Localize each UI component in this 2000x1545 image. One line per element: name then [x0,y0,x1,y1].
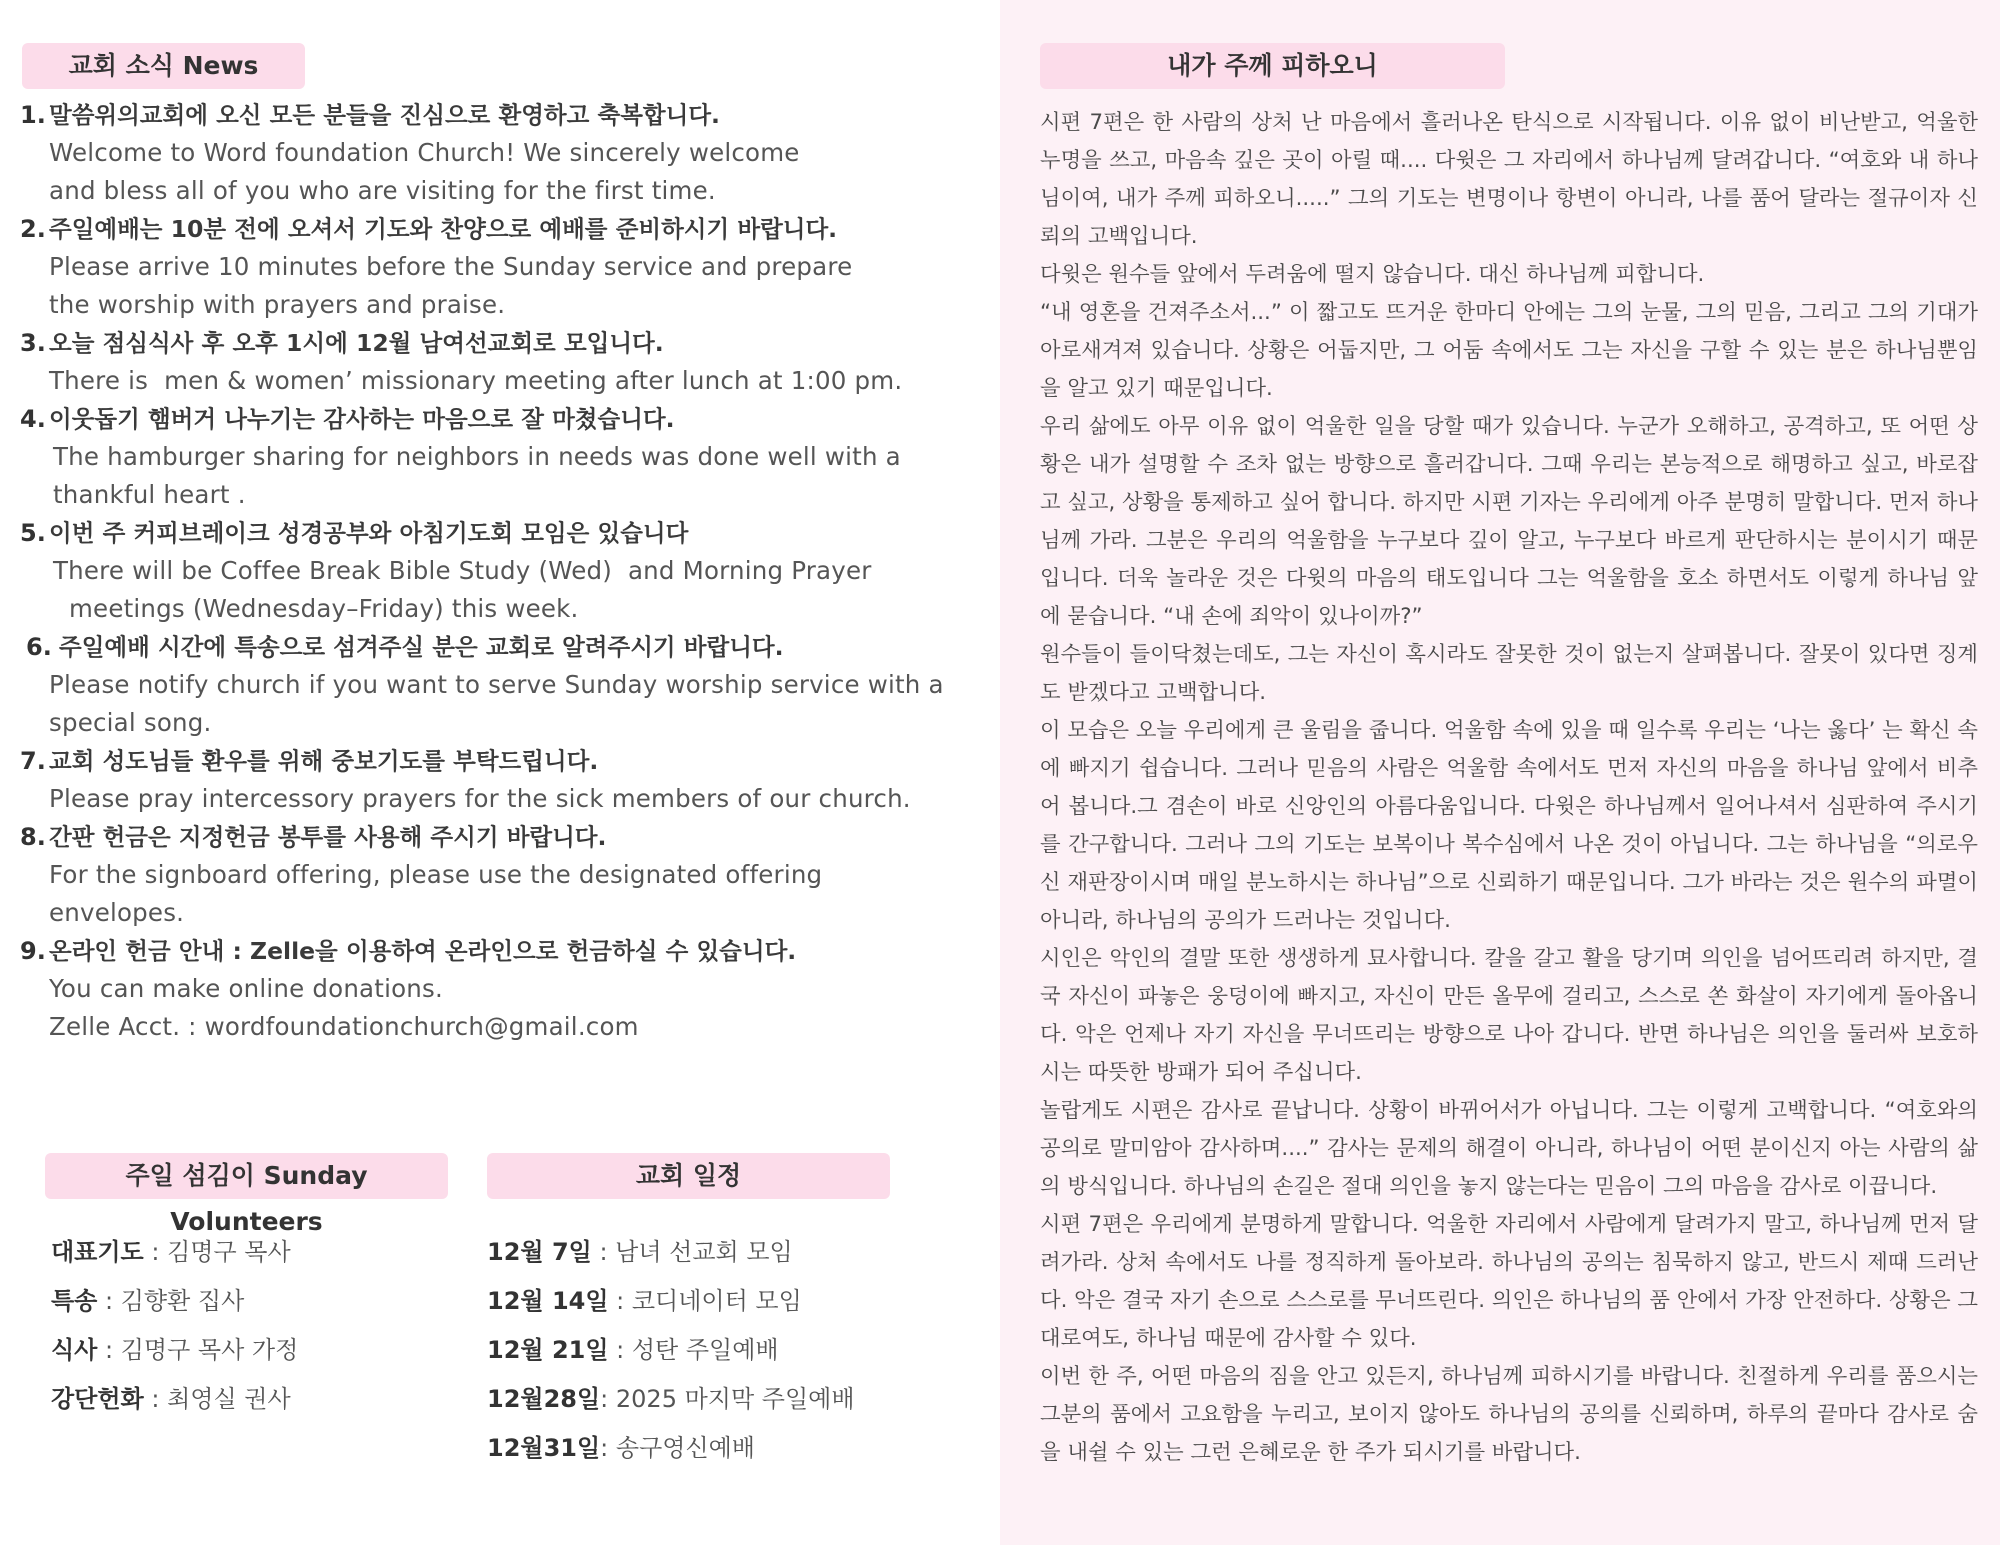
news-item-korean: 이번 주 커피브레이크 성경공부와 아침기도회 모임은 있습니다 [49,519,689,547]
meditation-paragraph: 놀랍게도 시편은 감사로 끝납니다. 상황이 바뀌어서가 아닙니다. 그는 이렇게 고백합니다. “여호와의 공의로 말미암아 감사하며....” 감사는 문제의 해결이 아니라, 하나님이 어떤 분이신지 아는 사람의 삶의 방식입니다. 하나님의 손길은 절대 의인을 놓지 않는다는 믿음이 그의 마음을 감사로 이끕니다. [1040,1098,1978,1199]
meditation-paragraph: 시인은 악인의 결말 또한 생생하게 묘사합니다. 칼을 갈고 활을 당기며 의인을 넘어뜨리려 하지만, 결국 자신이 파놓은 웅덩이에 빠지고, 자신이 만든 올무에 걸리고, 스스로 쏜 화살이 자기에게 돌아옵니다. 악은 언제나 자기 자신을 무너뜨리는 방향으로 나아 갑니다. 반면 하나님은 의인을 둘러싸 보호하시는 따뜻한 방패가 되어 주십니다. [1040,946,1978,1085]
news-item-english: meetings (Wednesday–Friday) this week. [53,594,579,623]
news-item-number: 6. [26,633,52,661]
meditation-paragraph: 시편 7편은 한 사람의 상처 난 마음에서 흘러나온 탄식으로 시작됩니다. 이유 없이 비난받고, 억울한 누명을 쓰고, 마음속 깊은 곳이 아릴 때.... 다윗은 그 자리에서 하나님께 달려갑니다. “여호와 내 하나님이여, 내가 주께 피하오니.....” 그의 기도는 변명이나 항변이 아니라, 나를 품어 달라는 절규이자 신뢰의 고백입니다. [1040,110,1978,249]
schedule-event: 송구영신예배 [615,1434,755,1462]
schedule-row [487,1375,855,1424]
news-item-english: There will be Coffee Break Bible Study (Wed) and Morning Prayer [53,556,872,585]
meditation-paragraph: 이 모습은 오늘 우리에게 큰 울림을 줍니다. 억울함 속에 있을 때 일수록 우리는 ‘나는 옳다’ 는 확신 속에 빠지기 쉽습니다. 그러나 믿음의 사람은 억울함 속에서도 먼저 자신의 마음을 하나님 앞에서 비추어 봅니다.그 겸손이 바로 신앙인의 아름다움입니다. 다윗은 하나님께서 일어나셔서 심판하여 주시기를 간구합니다. 그러나 그의 기도는 보복이나 복수심에서 나온 것이 아닙니다. 그는 하나님을 “의로우신 재판장이시며 매일 분노하시는 하나님”으로 신뢰하기 때문입니다. 그가 바라는 것은 원수의 파멸이 아니라, 하나님의 공의가 드러나는 것입니다. [1040,718,1978,933]
meditation-paragraph: 원수들이 들이닥쳤는데도, 그는 자신이 혹시라도 잘못한 것이 없는지 살펴봅니다. 잘못이 있다면 징계도 받겠다고 고백합니다. [1040,642,1978,705]
news-item-english: You can make online donations. [49,974,443,1003]
schedule-date: 12월28일 [487,1385,601,1413]
volunteer-role: 대표기도 [51,1238,144,1266]
volunteer-name: 김명구 목사 [167,1238,291,1266]
news-item-english: The hamburger sharing for neighbors in needs was done well with a [53,442,901,471]
news-item [18,742,988,818]
news-item-number: 8. [20,823,46,851]
row-separator: : [143,1238,168,1266]
news-item-number: 9. [20,937,46,965]
news-item-english: the worship with prayers and praise. [49,290,506,319]
meditation-body [1040,104,1978,1472]
schedule-list [487,1228,855,1473]
schedule-row [487,1277,855,1326]
news-item [18,514,988,628]
schedule-date: 12월31일 [487,1434,601,1462]
volunteer-row [51,1326,298,1375]
volunteer-name: 최영실 권사 [167,1385,291,1413]
news-item-number: 1. [20,101,46,129]
news-item-english: There is men & women’ missionary meeting after lunch at 1:00 pm. [49,366,903,395]
volunteer-role: 특송 [51,1287,98,1315]
news-item [18,628,988,742]
news-item-english: Welcome to Word foundation Church! We sincerely welcome [49,138,800,167]
volunteers-list [51,1228,298,1424]
volunteers-title: 주일 섬김이 Sunday Volunteers [45,1153,448,1199]
news-item-korean: 이웃돕기 햄버거 나누기는 감사하는 마음으로 잘 마쳤습니다. [49,405,675,433]
row-separator: : [608,1287,632,1315]
meditation-paragraph: 우리 삶에도 아무 이유 없이 억울한 일을 당할 때가 있습니다. 누군가 오해하고, 공격하고, 또 어떤 상황은 내가 설명할 수 조차 없는 방향으로 흘러갑니다. 그때 우리는 본능적으로 해명하고 싶고, 바로잡고 싶고, 상황을 통제하고 싶어 합니다. 하지만 시편 기자는 우리에게 아주 분명히 말합니다. 먼저 하나님께 가라. 그분은 우리의 억울함을 누구보다 깊이 알고, 누구보다 바르게 판단하시는 분이시기 때문입니다. 더욱 놀라운 것은 다윗의 마음의 태도입니다 그는 억울함을 호소 하면서도 이렇게 하나님 앞에 묻습니다. “내 손에 죄악이 있나이까?” [1040,414,1978,629]
news-item-english: Please notify church if you want to serve Sunday worship service with a [49,670,944,699]
news-item [18,400,988,514]
schedule-event: 남녀 선교회 모임 [615,1238,793,1266]
schedule-row [487,1228,855,1277]
meditation-title: 내가 주께 피하오니 [1040,43,1505,89]
news-item-korean: 주일예배 시간에 특송으로 섬겨주실 분은 교회로 알려주시기 바랍니다. [59,633,784,661]
volunteer-role: 식사 [51,1336,98,1364]
schedule-event: 성탄 주일예배 [631,1336,779,1364]
news-item [18,96,988,210]
news-item-number: 5. [20,519,46,547]
news-item [18,324,988,400]
news-item-english: Please arrive 10 minutes before the Sunday service and prepare [49,252,853,281]
schedule-date: 12월 7일 [487,1238,592,1266]
news-item-korean: 온라인 헌금 안내 : Zelle을 이용하여 온라인으로 헌금하실 수 있습니다. [49,937,797,965]
news-list [18,96,988,1046]
news-item [18,932,988,1046]
news-item-english: envelopes. [49,898,185,927]
schedule-event: 2025 마지막 주일예배 [615,1385,855,1413]
volunteer-name: 김명구 목사 가정 [120,1336,299,1364]
news-item-english: For the signboard offering, please use the designated offering [49,860,823,889]
news-item-number: 4. [20,405,46,433]
row-separator: : [600,1385,616,1413]
news-item-number: 2. [20,215,46,243]
news-item-english: Zelle Acct. : wordfoundationchurch@gmail.com [49,1012,639,1041]
schedule-event: 코디네이터 모임 [631,1287,802,1315]
news-item-korean: 간판 헌금은 지정헌금 봉투를 사용해 주시기 바랍니다. [49,823,607,851]
news-item-number: 3. [20,329,46,357]
news-item-english: thankful heart . [53,480,246,509]
volunteer-row [51,1277,298,1326]
meditation-paragraph: 이번 한 주, 어떤 마음의 짐을 안고 있든지, 하나님께 피하시기를 바랍니다. 친절하게 우리를 품으시는 그분의 품에서 고요함을 누리고, 보이지 않아도 하나님의 공의를 신뢰하며, 하루의 끝마다 감사로 숨을 내쉴 수 있는 그런 은혜로운 한 주가 되시기를 바랍니다. [1040,1364,1978,1465]
row-separator: : [608,1336,632,1364]
news-item-english: Please pray intercessory prayers for the sick members of our church. [49,784,911,813]
news-item [18,818,988,932]
schedule-date: 12월 14일 [487,1287,609,1315]
meditation-paragraph: “내 영혼을 건져주소서...” 이 짧고도 뜨거운 한마디 안에는 그의 눈물, 그의 믿음, 그리고 그의 기대가 아로새겨져 있습니다. 상황은 어둡지만, 그 어둠 속에서도 그는 자신을 구할 수 있는 분은 하나님뿐임을 알고 있기 때문입니다. [1040,300,1978,401]
schedule-title: 교회 일정 [487,1153,890,1199]
news-item [18,210,988,324]
volunteer-role: 강단헌화 [51,1385,144,1413]
row-separator: : [97,1287,121,1315]
row-separator: : [97,1336,121,1364]
schedule-row [487,1326,855,1375]
news-title: 교회 소식 News [22,43,305,89]
news-item-number: 7. [20,747,46,775]
meditation-paragraph: 다윗은 원수들 앞에서 두려움에 떨지 않습니다. 대신 하나님께 피합니다. [1040,262,1705,287]
schedule-date: 12월 21일 [487,1336,609,1364]
row-separator: : [591,1238,616,1266]
schedule-row [487,1424,855,1473]
news-item-korean: 오늘 점심식사 후 오후 1시에 12월 남여선교회로 모입니다. [49,329,664,357]
news-item-english: special song. [49,708,212,737]
news-item-korean: 주일예배는 10분 전에 오셔서 기도와 찬양으로 예배를 준비하시기 바랍니다. [49,215,838,243]
news-item-korean: 말씀위의교회에 오신 모든 분들을 진심으로 환영하고 축복합니다. [49,101,720,129]
volunteer-row [51,1228,298,1277]
news-item-korean: 교회 성도님들 환우를 위해 중보기도를 부탁드립니다. [49,747,599,775]
row-separator: : [600,1434,616,1462]
volunteer-row [51,1375,298,1424]
row-separator: : [143,1385,168,1413]
news-item-english: and bless all of you who are visiting for the first time. [49,176,716,205]
meditation-paragraph: 시편 7편은 우리에게 분명하게 말합니다. 억울한 자리에서 사람에게 달려가지 말고, 하나님께 먼저 달려가라. 상처 속에서도 나를 정직하게 돌아보라. 하나님의 공의는 침묵하지 않고, 반드시 제때 드러난다. 악은 결국 자기 손으로 스스로를 무너뜨린다. 의인은 하나님의 품 안에서 가장 안전하다. 상황은 그대로여도, 하나님 때문에 감사할 수 있다. [1040,1212,1978,1351]
volunteer-name: 김향환 집사 [120,1287,245,1315]
